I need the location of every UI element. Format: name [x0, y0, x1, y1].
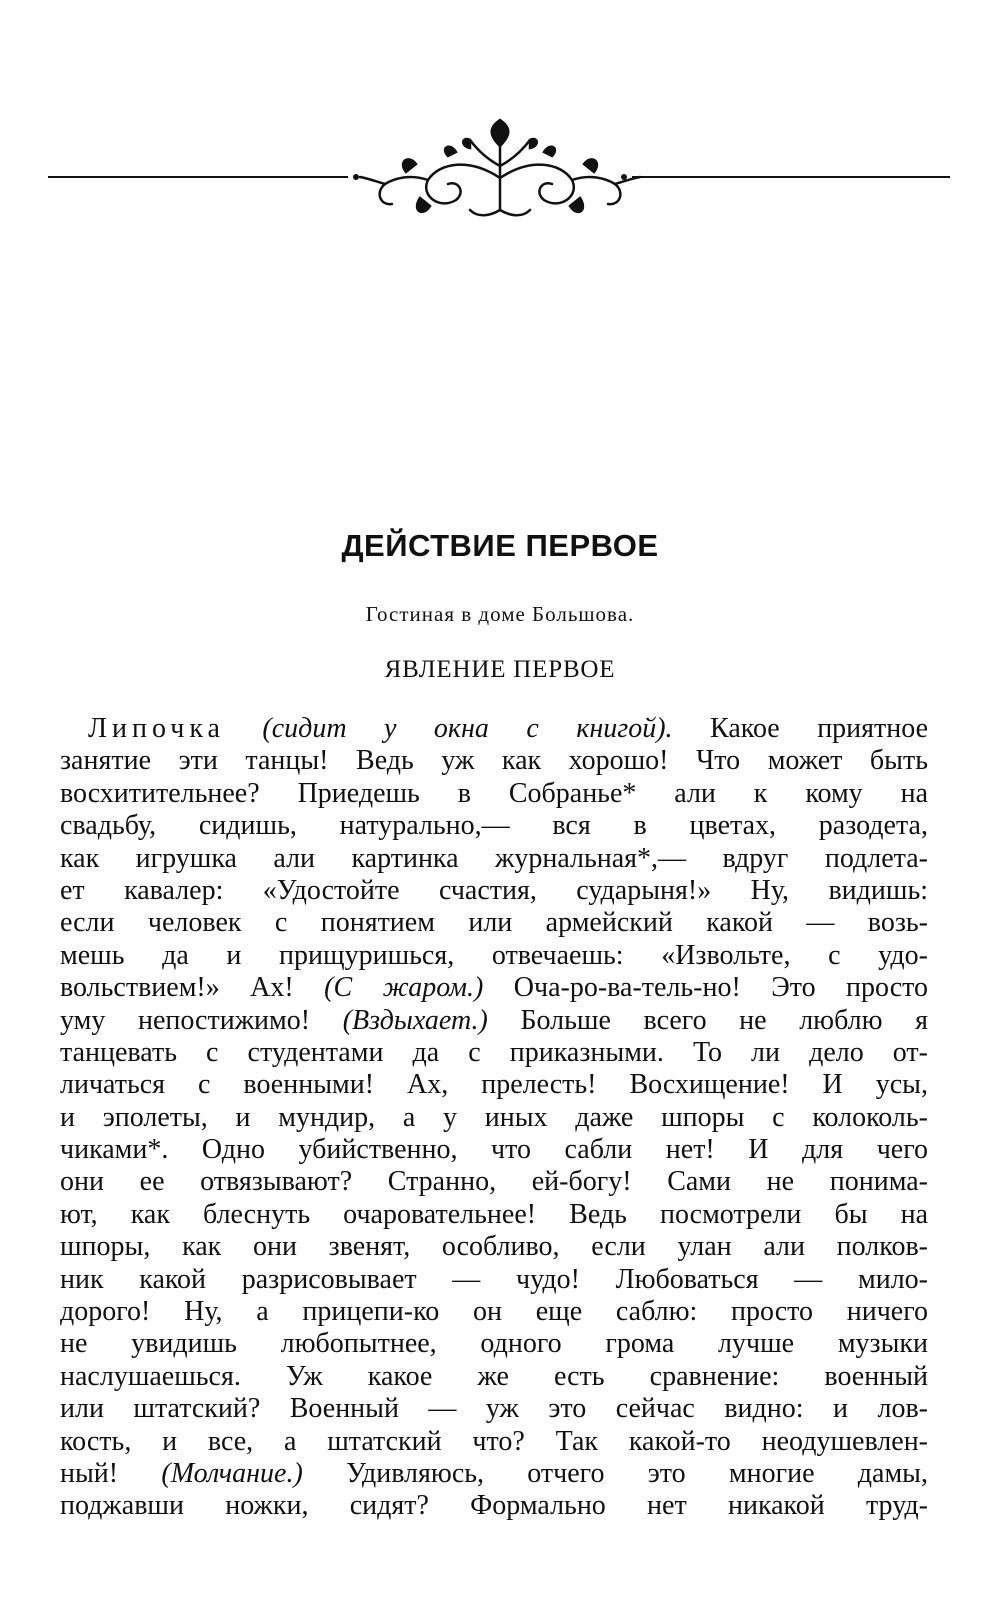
text-line: личаться с военными! Ах, прелесть! Восхищение! И усы, — [60, 1069, 928, 1101]
text-line: шпоры, как они звенят, особливо, если улан али полков- — [60, 1231, 928, 1263]
text-line: занятие эти танцы! Ведь уж как хорошо! Что может быть — [60, 745, 928, 777]
text-fragment: уму непостижимо! — [60, 1004, 311, 1036]
text-line: танцевать с студентами да с приказными. То ли дело от- — [60, 1036, 928, 1068]
text-fragment: Оча-ро-ва-тель-но! Это просто — [513, 972, 928, 1004]
text-line — [60, 713, 928, 745]
play-text — [60, 713, 928, 1523]
text-line: наслушаешься. Уж какое же есть сравнение: военный — [60, 1360, 928, 1392]
text-line: если человек с понятием или армейский какой — возь- — [60, 907, 928, 939]
scene-setting: Гостиная в доме Большова. — [365, 602, 635, 626]
text-line — [60, 1458, 928, 1490]
text-line: чиками*. Одно убийственно, что сабли нет! И для чего — [60, 1134, 928, 1166]
text-line: не увидишь любопытнее, одного грома лучше музыки — [60, 1328, 928, 1360]
text-line: поджавши ножки, сидят? Формально нет никакой труд- — [60, 1490, 928, 1522]
speaker-name: Липочка — [88, 713, 225, 744]
scene-title: ЯВЛЕНИЕ ПЕРВОЕ — [384, 656, 616, 683]
text-line — [60, 972, 928, 1004]
text-line: ник какой разрисовывает — чудо! Любоваться — мило- — [60, 1263, 928, 1295]
text-line: ет кавалер: «Удостойте счастия, сударыня!» Ну, видишь: — [60, 874, 928, 906]
text-line: и эполеты, и мундир, а у иных даже шпоры с колоколь- — [60, 1101, 928, 1133]
text-line: ют, как блеснуть очаровательнее! Ведь посмотрели бы на — [60, 1198, 928, 1230]
text-line: свадьбу, сидишь, натурально,— вся в цветах, разодета, — [60, 810, 928, 842]
stage-direction: (Молчание.) — [161, 1457, 303, 1489]
act-title: ДЕЙСТВИЕ ПЕРВОЕ — [341, 528, 659, 563]
text-fragment: Какое приятное — [710, 713, 929, 744]
text-line: они ее отвязывают? Странно, ей-богу! Сами не понима- — [60, 1166, 928, 1198]
text-line: восхитительнее? Приедешь в Собранье* али к кому на — [60, 777, 928, 809]
text-line: дорого! Ну, а прицепи-ко он еще саблю: просто ничего — [60, 1296, 928, 1328]
stage-direction: (сидит у окна с книгой). — [262, 713, 673, 744]
text-line: мешь да и прищуришься, отвечаешь: «Извольте, с удо- — [60, 939, 928, 971]
text-fragment: ный! — [60, 1457, 119, 1489]
text-line: или штатский? Военный — уж это сейчас видно: и лов- — [60, 1393, 928, 1425]
stage-direction: (Вздыхает.) — [342, 1004, 488, 1036]
decorative-ornament-icon — [0, 118, 1000, 228]
text-line — [60, 1005, 928, 1037]
text-line: кость, и все, а штатский что? Так какой-то неодушевлен- — [60, 1425, 928, 1457]
text-fragment: вольствием!» Ах! — [60, 972, 294, 1004]
text-line: как игрушка али картинка журнальная*,— вдруг подлета- — [60, 842, 928, 874]
stage-direction: (С жаром.) — [324, 972, 484, 1004]
text-fragment: Удивляюсь, отчего это многие дамы, — [346, 1457, 928, 1489]
text-fragment: Больше всего не люблю я — [520, 1004, 929, 1036]
